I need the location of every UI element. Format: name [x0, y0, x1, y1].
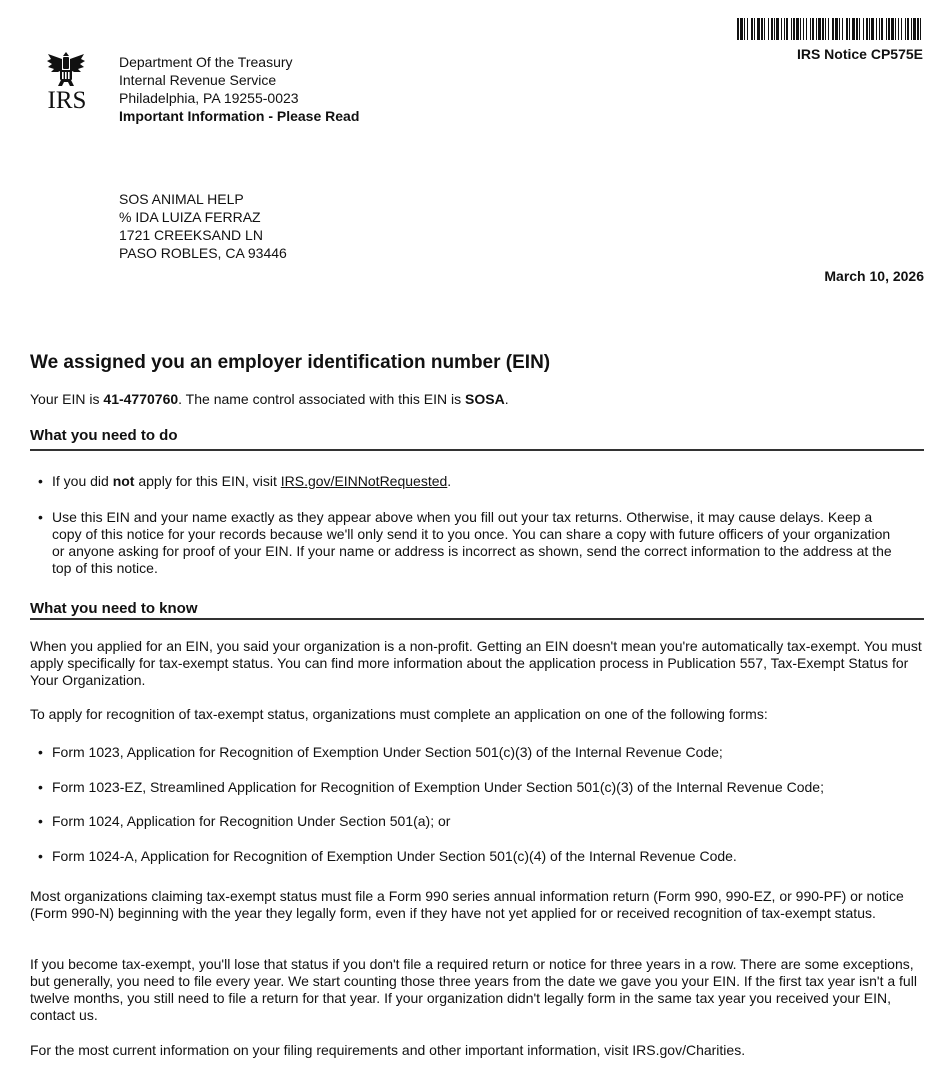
- recipient-line: % IDA LUIZA FERRAZ: [119, 209, 261, 225]
- bullet-icon: •: [38, 779, 43, 795]
- sender-line: Philadelphia, PA 19255-0023: [119, 90, 299, 106]
- ein-value: 41-4770760: [103, 391, 179, 407]
- important-notice-label: Important Information - Please Read: [119, 108, 360, 124]
- bullet-emphasis: not: [112, 473, 135, 489]
- bullet-icon: •: [38, 848, 43, 864]
- recipient-line: SOS ANIMAL HELP: [119, 191, 244, 207]
- paragraph: To apply for recognition of tax-exempt status, organizations must complete an application on one of the following forms:: [30, 706, 768, 722]
- list-item: [38, 509, 898, 577]
- bullet-text: Use this EIN and your name exactly as they appear above when you fill out your tax returns. Otherwise, it may cause delays. Keep a copy of this notice for your records because we'll only send it to you once. You can share a copy with future officers of your organization or anyone asking for proof of your EIN. If your name or address is incorrect as shown, send the correct information to the address at the top of this notice.: [52, 509, 892, 576]
- paragraph: For the most current information on your filing requirements and other important information, visit IRS.gov/Charities.: [30, 1042, 746, 1058]
- bullet-icon: •: [38, 509, 43, 525]
- sender-line: Department Of the Treasury: [119, 54, 293, 70]
- section-title-know: What you need to know: [30, 600, 198, 617]
- ein-text: . The name control associated with this EIN is: [178, 391, 466, 407]
- paragraph: When you applied for an EIN, you said your organization is a non-profit. Getting an EIN doesn't mean you're automatically tax-exempt. You must apply specifically for tax-exempt status. You can find more information about the application process in Publication 557, Tax-Exempt Status for Your Organization.: [30, 638, 922, 688]
- name-control-value: SOSA: [465, 391, 505, 407]
- bullet-icon: •: [38, 813, 43, 829]
- notice-date: March 10, 2026: [824, 268, 924, 284]
- eagle-icon: [45, 50, 87, 88]
- notice-id: IRS Notice CP575E: [796, 46, 923, 62]
- form-list-item: [38, 813, 898, 830]
- barcode-bar: [921, 18, 923, 40]
- recipient-address: [119, 190, 287, 262]
- irs-logo-text: IRS: [47, 87, 87, 114]
- sender-line: Internal Revenue Service: [119, 72, 277, 88]
- bullet-text: .: [447, 473, 452, 489]
- form-text: Form 1023-EZ, Streamlined Application for Recognition of Exemption Under Section 501(c)(3) of the Internal Revenue Code;: [52, 779, 824, 795]
- ein-text: Your EIN is: [30, 391, 104, 407]
- sender-address: [119, 53, 359, 125]
- form-list-item: [38, 848, 898, 865]
- bullet-text: apply for this EIN, visit: [134, 473, 281, 489]
- paragraph: Most organizations claiming tax-exempt status must file a Form 990 series annual information return (Form 990, 990-EZ, or 990-PF) or notice (Form 990-N) beginning with the year they legally form, even if they have not yet applied for or received recognition of tax-exempt status.: [30, 888, 904, 921]
- barcode: [737, 18, 923, 40]
- irs-logo: [41, 50, 93, 116]
- section-divider: [30, 449, 924, 451]
- form-text: Form 1024, Application for Recognition Under Section 501(a); or: [52, 813, 451, 829]
- section-divider: [30, 618, 924, 620]
- section-title-do: What you need to do: [30, 427, 178, 444]
- recipient-line: 1721 CREEKSAND LN: [119, 227, 263, 243]
- list-item: [38, 473, 898, 490]
- form-list-item: [38, 744, 898, 761]
- form-list-item: [38, 779, 898, 796]
- bullet-icon: •: [38, 744, 43, 760]
- paragraph: If you become tax-exempt, you'll lose that status if you don't file a required return or notice for three years in a row. There are some exceptions, but generally, you need to file every year. We start counting those three years from the date we gave you your EIN. If the first tax year isn't a full twelve months, you still need to file a return for that year. If your organization didn't legally form in the same tax year you received your EIN, contact us.: [30, 956, 917, 1023]
- main-heading: We assigned you an employer identification number (EIN): [30, 352, 551, 373]
- ein-text: .: [504, 391, 509, 407]
- bullet-icon: •: [38, 473, 43, 489]
- ein-not-requested-link[interactable]: IRS.gov/EINNotRequested: [280, 473, 448, 489]
- form-text: Form 1024-A, Application for Recognition of Exemption Under Section 501(c)(4) of the Internal Revenue Code.: [52, 848, 737, 864]
- bullet-text: If you did: [52, 473, 113, 489]
- form-text: Form 1023, Application for Recognition of Exemption Under Section 501(c)(3) of the Internal Revenue Code;: [52, 744, 723, 760]
- ein-statement: [30, 391, 509, 408]
- recipient-line: PASO ROBLES, CA 93446: [119, 245, 287, 261]
